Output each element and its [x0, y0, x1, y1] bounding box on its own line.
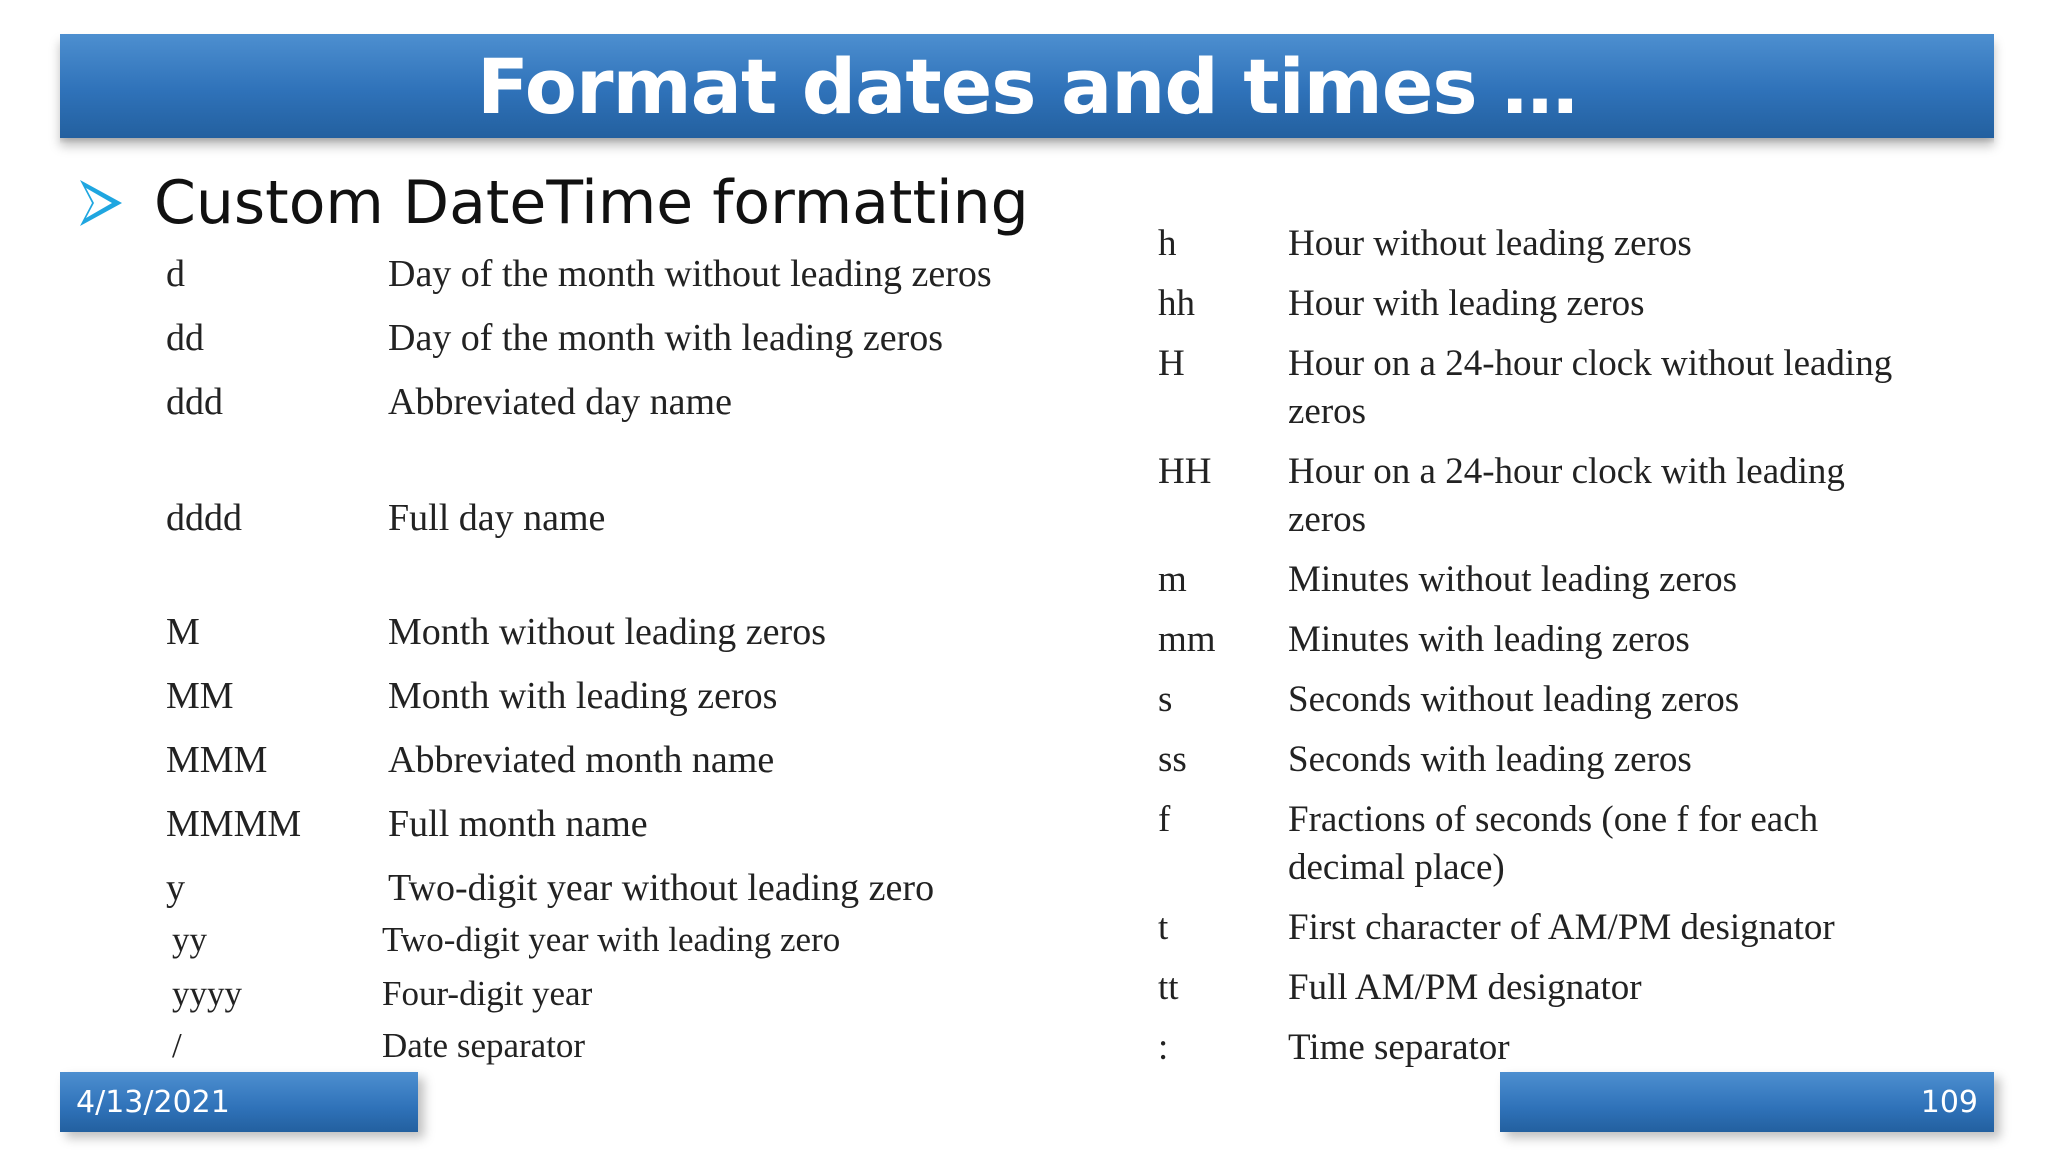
- format-code: M: [166, 611, 200, 653]
- format-description: Hour with leading zeros: [1288, 283, 1645, 324]
- format-description: Time separator: [1288, 1027, 1510, 1068]
- format-description: Abbreviated month name: [388, 739, 775, 781]
- format-code: :: [1158, 1027, 1169, 1068]
- format-code: MMM: [166, 739, 268, 781]
- format-code: ss: [1158, 739, 1187, 780]
- format-code: yy: [172, 920, 207, 959]
- format-description: Seconds with leading zeros: [1288, 739, 1692, 780]
- format-code: h: [1158, 223, 1177, 264]
- format-code: MM: [166, 675, 234, 717]
- format-code: f: [1158, 799, 1171, 840]
- format-code: dd: [166, 317, 204, 359]
- footer-date-bar: [60, 1072, 418, 1132]
- format-code: tt: [1158, 967, 1179, 1008]
- format-description: Abbreviated day name: [388, 381, 732, 423]
- format-code: t: [1158, 907, 1169, 948]
- format-description: Hour without leading zeros: [1288, 223, 1692, 264]
- format-description: Minutes with leading zeros: [1288, 619, 1690, 660]
- format-description: Four-digit year: [382, 974, 593, 1013]
- format-code: /: [172, 1026, 182, 1065]
- format-code: d: [166, 253, 185, 295]
- format-code: y: [166, 867, 185, 909]
- slide-title: Format dates and times …: [476, 41, 1578, 131]
- format-description: Two-digit year without leading zero: [388, 867, 935, 909]
- slide-date: 4/13/2021: [76, 1084, 230, 1120]
- page-number: 109: [1920, 1084, 1978, 1120]
- format-code: m: [1158, 559, 1187, 600]
- format-code: ddd: [166, 381, 223, 423]
- format-description: Fractions of seconds (one f for each decimal place): [1288, 799, 1819, 888]
- format-code: s: [1158, 679, 1173, 720]
- footer-page-bar: [1500, 1072, 1994, 1132]
- format-code: yyyy: [172, 974, 242, 1013]
- format-description: Full AM/PM designator: [1288, 967, 1642, 1008]
- format-code: MMMM: [166, 803, 302, 845]
- format-description: First character of AM/PM designator: [1288, 907, 1835, 948]
- format-description: Seconds without leading zeros: [1288, 679, 1740, 720]
- format-description: Full day name: [388, 497, 606, 539]
- format-description: Month with leading zeros: [388, 675, 778, 717]
- format-code: mm: [1158, 619, 1216, 660]
- format-description: Day of the month with leading zeros: [388, 317, 944, 359]
- format-code: dddd: [166, 497, 242, 539]
- format-code: HH: [1158, 451, 1212, 492]
- format-description: Month without leading zeros: [388, 611, 826, 653]
- format-description: Day of the month without leading zeros: [388, 253, 992, 295]
- format-description: Date separator: [382, 1026, 586, 1065]
- format-description: Hour on a 24-hour clock with leading zeros: [1288, 451, 1845, 540]
- subheading-text: Custom DateTime formatting: [154, 168, 1029, 238]
- format-description: Two-digit year with leading zero: [382, 920, 841, 959]
- format-code: hh: [1158, 283, 1195, 324]
- format-description: Minutes without leading zeros: [1288, 559, 1738, 600]
- format-description: Hour on a 24-hour clock without leading zeros: [1288, 343, 1893, 432]
- format-code: H: [1158, 343, 1185, 384]
- format-description: Full month name: [388, 803, 648, 845]
